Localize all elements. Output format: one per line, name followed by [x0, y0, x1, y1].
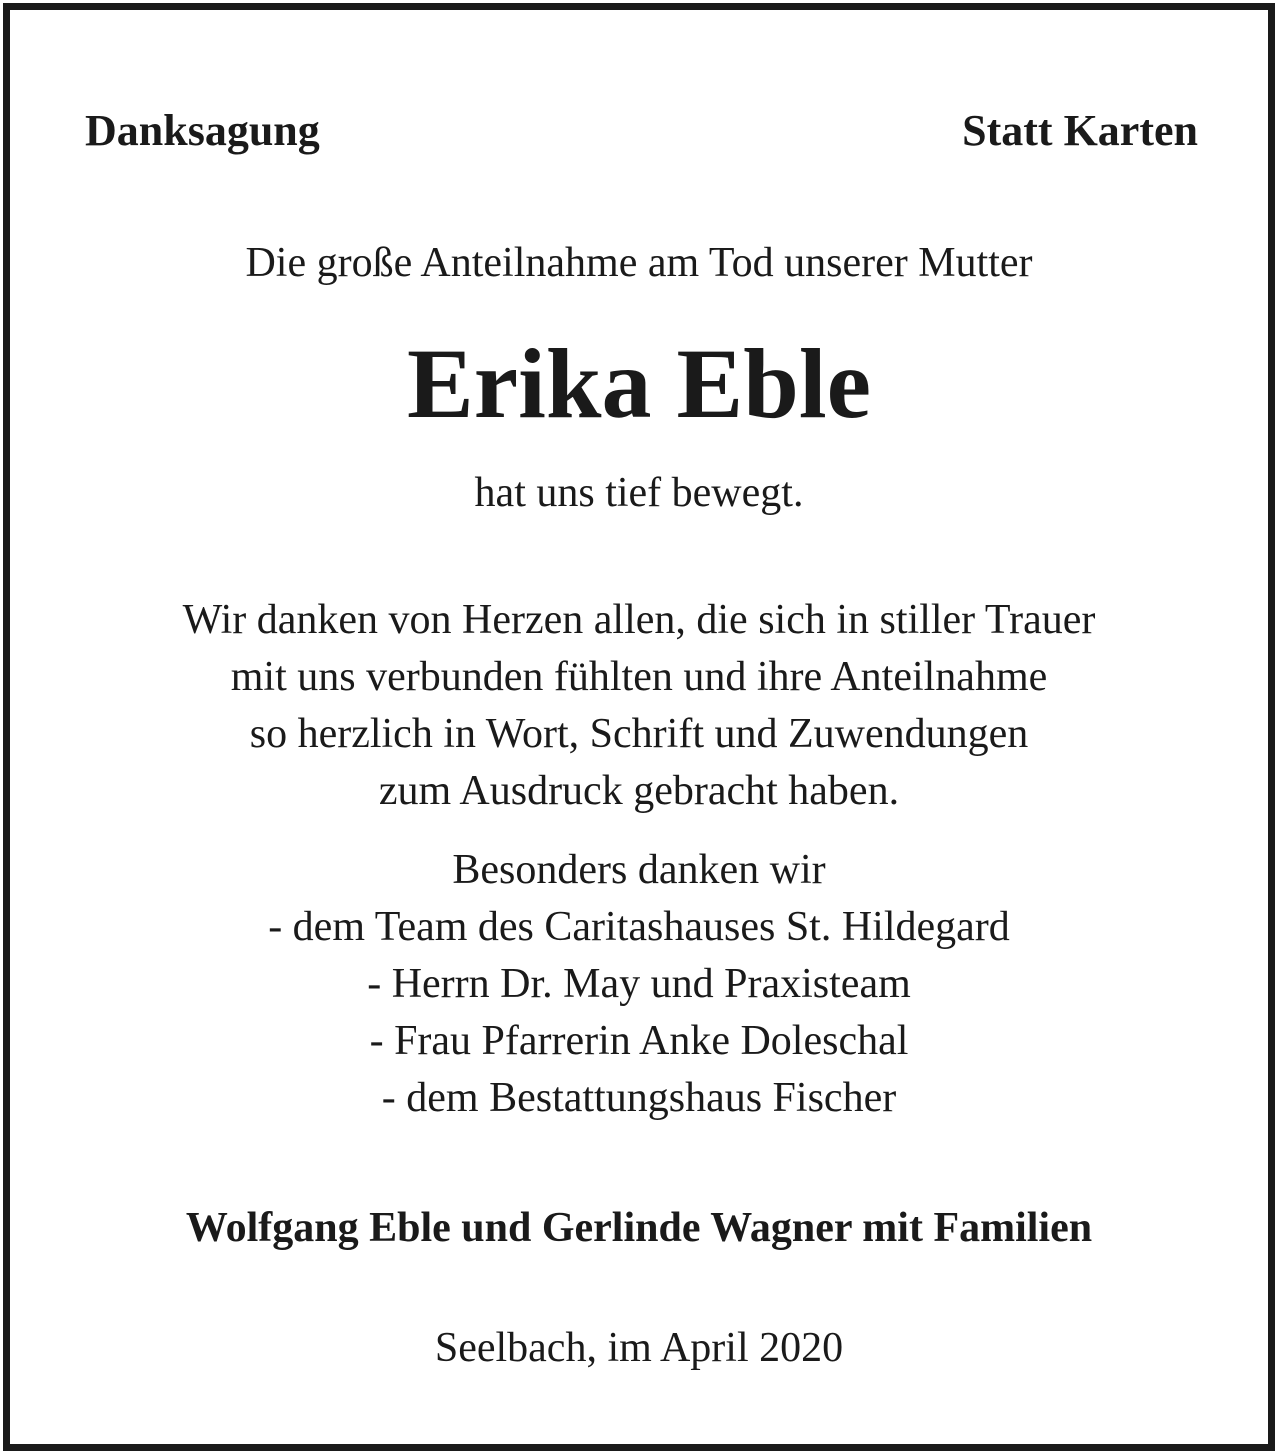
header-title-statt-karten: Statt Karten	[962, 106, 1198, 155]
signers: Wolfgang Eble und Gerlinde Wagner mit Familien	[185, 1205, 1093, 1251]
thanks-line: zum Ausdruck gebracht haben.	[378, 768, 900, 814]
thanks-line: Wir danken von Herzen allen, die sich in stiller Trauer	[182, 597, 1096, 643]
header-title-danksagung: Danksagung	[85, 106, 320, 155]
special-thanks-list	[10, 842, 1268, 1127]
moved-text: hat uns tief bewegt.	[474, 470, 804, 516]
special-thanks-item: - dem Team des Caritashauses St. Hildegard	[268, 904, 1010, 950]
obituary-notice	[3, 3, 1275, 1451]
thanks-paragraph	[10, 592, 1268, 820]
special-thanks-heading: Besonders danken wir	[452, 847, 826, 893]
thanks-line: mit uns verbunden fühlten und ihre Anteilnahme	[230, 654, 1048, 700]
special-thanks-item: - Frau Pfarrerin Anke Doleschal	[369, 1018, 909, 1064]
thanks-line: so herzlich in Wort, Schrift und Zuwendungen	[249, 711, 1029, 757]
special-thanks-item: - Herrn Dr. May und Praxisteam	[367, 961, 911, 1007]
deceased-name: Erika Eble	[407, 328, 871, 439]
special-thanks-item: - dem Bestattungshaus Fischer	[381, 1075, 897, 1121]
intro-text: Die große Anteilnahme am Tod unserer Mutter	[245, 240, 1033, 286]
place-and-date: Seelbach, im April 2020	[434, 1325, 844, 1371]
